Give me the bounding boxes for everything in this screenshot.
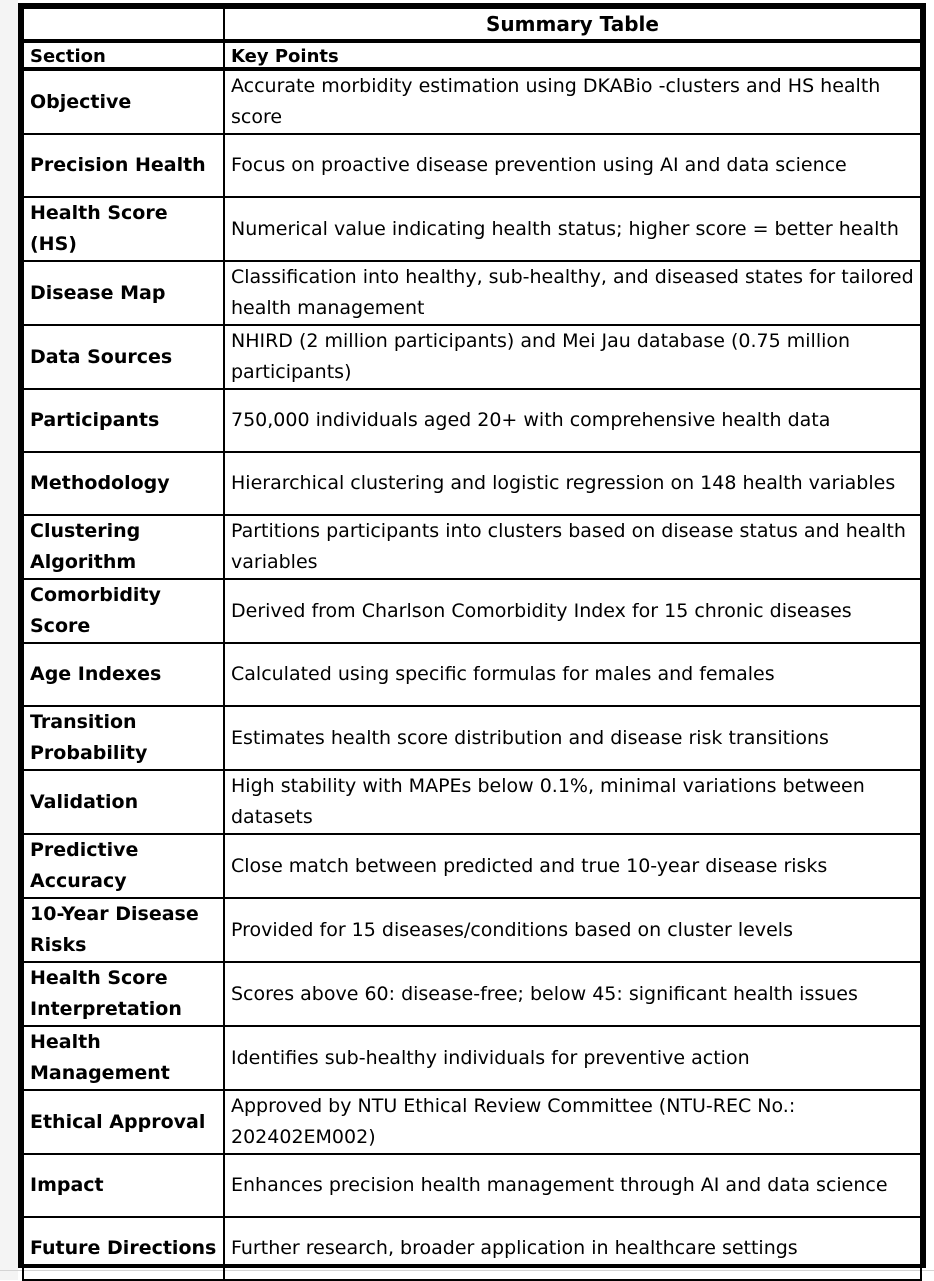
table-row <box>23 1026 921 1090</box>
table-row <box>23 389 921 452</box>
row-section: Participants <box>23 389 224 452</box>
row-section: Health Score (HS) <box>23 197 224 261</box>
row-key-points: Derived from Charlson Comorbidity Index for 15 chronic diseases <box>224 579 921 643</box>
row-section: Data Sources <box>23 325 224 389</box>
row-section: Health Score Interpretation <box>23 962 224 1026</box>
table-row <box>23 834 921 898</box>
row-key-points: Estimates health score distribution and disease risk transitions <box>224 706 921 770</box>
table-title: Summary Table <box>224 8 921 41</box>
row-section: Comorbidity Score <box>23 579 224 643</box>
row-key-points: Approved by NTU Ethical Review Committee (NTU-REC No.: 202402EM002) <box>224 1090 921 1154</box>
header-row <box>23 41 921 69</box>
row-key-points: Identifies sub-healthy individuals for preventive action <box>224 1026 921 1090</box>
row-key-points: Numerical value indicating health status; higher score = better health <box>224 197 921 261</box>
row-key-points: Scores above 60: disease-free; below 45: significant health issues <box>224 962 921 1026</box>
table-row <box>23 325 921 389</box>
row-section: Transition Probability <box>23 706 224 770</box>
row-key-points: Partitions participants into clusters based on disease status and health variables <box>224 515 921 579</box>
sheet-gridline-left <box>0 0 18 1280</box>
row-section: Objective <box>23 69 224 134</box>
row-section: Predictive Accuracy <box>23 834 224 898</box>
row-section: Clustering Algorithm <box>23 515 224 579</box>
table-row <box>23 452 921 515</box>
row-section: Impact <box>23 1154 224 1217</box>
row-section: Validation <box>23 770 224 834</box>
row-key-points: High stability with MAPEs below 0.1%, minimal variations between datasets <box>224 770 921 834</box>
summary-table <box>22 7 922 1281</box>
table-row <box>23 515 921 579</box>
header-section: Section <box>23 41 224 69</box>
row-section: Age Indexes <box>23 643 224 706</box>
table-row <box>23 643 921 706</box>
summary-table-frame <box>18 3 926 1268</box>
row-key-points: Classification into healthy, sub-healthy, and diseased states for tailored health management <box>224 261 921 325</box>
table-row <box>23 706 921 770</box>
table-row <box>23 1154 921 1217</box>
title-blank-cell <box>23 8 224 41</box>
row-key-points: Hierarchical clustering and logistic regression on 148 health variables <box>224 452 921 515</box>
title-row <box>23 8 921 41</box>
table-row <box>23 197 921 261</box>
row-key-points: Close match between predicted and true 10-year disease risks <box>224 834 921 898</box>
header-key-points: Key Points <box>224 41 921 69</box>
row-section: Disease Map <box>23 261 224 325</box>
row-key-points: 750,000 individuals aged 20+ with comprehensive health data <box>224 389 921 452</box>
table-row <box>23 1090 921 1154</box>
row-key-points: Further research, broader application in healthcare settings <box>224 1217 921 1280</box>
table-row <box>23 1217 921 1280</box>
row-key-points: NHIRD (2 million participants) and Mei Jau database (0.75 million participants) <box>224 325 921 389</box>
row-section: Future Directions <box>23 1217 224 1280</box>
row-key-points: Provided for 15 diseases/conditions based on cluster levels <box>224 898 921 962</box>
row-section: Precision Health <box>23 134 224 197</box>
summary-table-body <box>23 8 921 1280</box>
table-row <box>23 579 921 643</box>
row-section: 10-Year Disease Risks <box>23 898 224 962</box>
row-key-points: Accurate morbidity estimation using DKABio -clusters and HS health score <box>224 69 921 134</box>
table-row <box>23 770 921 834</box>
row-section: Ethical Approval <box>23 1090 224 1154</box>
row-key-points: Calculated using specific formulas for males and females <box>224 643 921 706</box>
table-row <box>23 134 921 197</box>
table-row <box>23 261 921 325</box>
row-section: Health Management <box>23 1026 224 1090</box>
row-section: Methodology <box>23 452 224 515</box>
table-row <box>23 69 921 134</box>
row-key-points: Enhances precision health management through AI and data science <box>224 1154 921 1217</box>
table-row <box>23 898 921 962</box>
row-key-points: Focus on proactive disease prevention using AI and data science <box>224 134 921 197</box>
table-row <box>23 962 921 1026</box>
